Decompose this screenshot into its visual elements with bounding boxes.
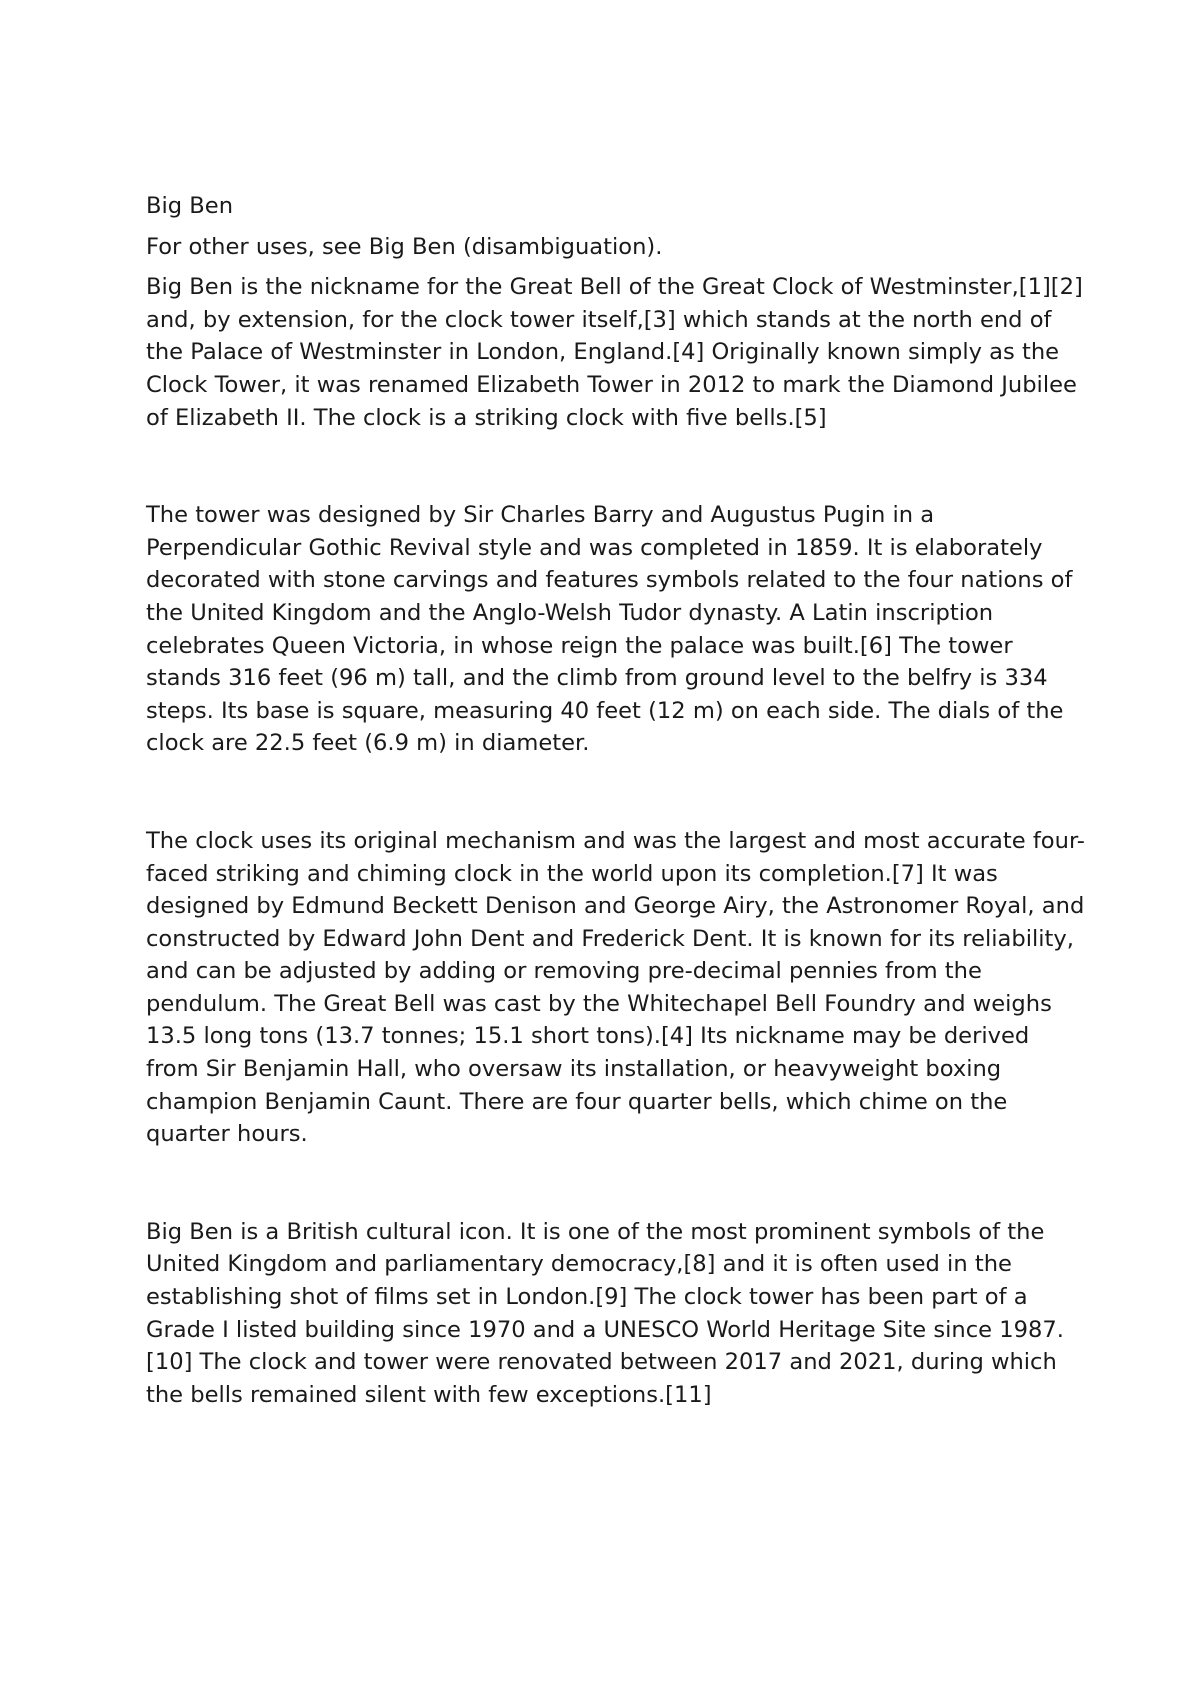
paragraph-spacer: [146, 760, 1086, 825]
disambiguation-hatnote: For other uses, see Big Ben (disambiguation).: [146, 233, 663, 260]
paragraph-spacer: [146, 434, 1086, 499]
paragraph-tower: The tower was designed by Sir Charles Barry and Augustus Pugin in a Perpendicular Gothic Revival style and was completed in 1859. It is elaborately decorated with stone carvings and features symbols related to the four nations of the United Kingdom and the Anglo-Welsh Tudor dynasty. A Latin inscription celebrates Queen Victoria, in whose reign the palace was built.[6] The tower stands 316 feet (96 m) tall, and the climb from ground level to the belfry is 334 steps. Its base is square, measuring 40 feet (12 m) on each side. The dials of the clock are 22.5 feet (6.9 m) in diameter.: [146, 502, 1073, 757]
paragraph-spacer: [146, 1151, 1086, 1216]
paragraph-clock: The clock uses its original mechanism and was the largest and most accurate four-faced striking and chiming clock in the world upon its completion.[7] It was designed by Edmund Beckett Denison and George Airy, the Astronomer Royal, and constructed by Edward John Dent and Frederick Dent. It is known for its reliability, and can be adjusted by adding or removing pre-decimal pennies from the pendulum. The Great Bell was cast by the Whitechapel Bell Foundry and weighs 13.5 long tons (13.7 tonnes; 15.1 short tons).[4] Its nickname may be derived from Sir Benjamin Hall, who oversaw its installation, or heavyweight boxing champion Benjamin Caunt. There are four quarter bells, which chime on the quarter hours.: [146, 827, 1085, 1148]
document-title: Big Ben: [146, 193, 234, 219]
document-page: [146, 190, 1086, 1411]
paragraph-icon: Big Ben is a British cultural icon. It is one of the most prominent symbols of the United Kingdom and parliamentary democracy,[8] and it is often used in the establishing shot of films set in London.[9] The clock tower has been part of a Grade I listed building since 1970 and a UNESCO World Heritage Site since 1987.[10] The clock and tower were renovated between 2017 and 2021, during which the bells remained silent with few exceptions.[11]: [146, 1218, 1064, 1408]
paragraph-intro: Big Ben is the nickname for the Great Bell of the Great Clock of Westminster,[1][2] and, by extension, for the clock tower itself,[3] which stands at the north end of the Palace of Westminster in London, England.[4] Originally known simply as the Clock Tower, it was renamed Elizabeth Tower in 2012 to mark the Diamond Jubilee of Elizabeth II. The clock is a striking clock with five bells.[5]: [146, 274, 1083, 431]
